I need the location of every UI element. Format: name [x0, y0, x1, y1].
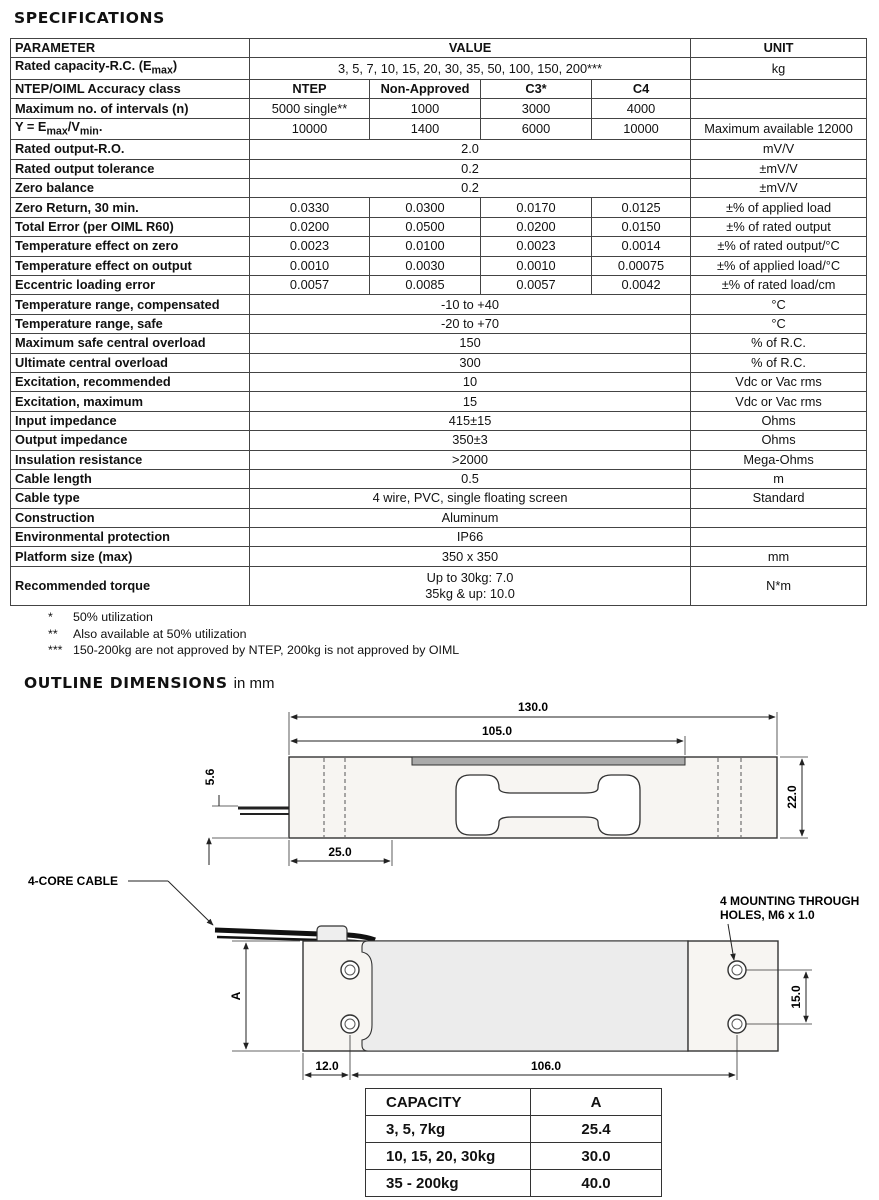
- row-unit: Standard: [691, 489, 867, 508]
- row-value: Aluminum: [250, 508, 691, 527]
- dimension-15-label: 15.0: [789, 985, 803, 1009]
- row-label: NTEP/OIML Accuracy class: [11, 79, 250, 98]
- row-label: Rated output tolerance: [11, 159, 250, 178]
- table-row: [11, 547, 867, 566]
- row-unit: [691, 99, 867, 118]
- row-value: -10 to +40: [250, 295, 691, 314]
- row-label: Insulation resistance: [11, 450, 250, 469]
- row-label: Cable length: [11, 469, 250, 488]
- dimension-5-6-label: 5.6: [203, 768, 217, 786]
- row-value: 0.0300: [370, 198, 481, 217]
- row-unit: ±% of applied load: [691, 198, 867, 217]
- table-row: [11, 489, 867, 508]
- top-view: [28, 874, 859, 1080]
- row-unit: Vdc or Vac rms: [691, 372, 867, 391]
- row-value: 1000: [370, 99, 481, 118]
- table-row: [11, 237, 867, 256]
- capacity-header-row: [366, 1089, 662, 1116]
- row-label: Total Error (per OIML R60): [11, 217, 250, 236]
- row-value: 0.0057: [481, 276, 592, 295]
- row-unit: °C: [691, 314, 867, 333]
- row-label: Temperature effect on output: [11, 256, 250, 275]
- dimension-106-label: 106.0: [530, 1059, 562, 1073]
- capacity-table: [365, 1088, 662, 1197]
- row-value: 300: [250, 353, 691, 372]
- row-label: Construction: [11, 508, 250, 527]
- footnote: ** Also available at 50% utilization: [48, 626, 247, 641]
- row-value: 415±15: [250, 411, 691, 430]
- capacity-cell: 3, 5, 7kg: [366, 1116, 531, 1143]
- row-unit: Ohms: [691, 431, 867, 450]
- capacity-row: [366, 1116, 662, 1143]
- mounting-hole: [728, 1015, 746, 1033]
- row-value: 0.2: [250, 159, 691, 178]
- table-row: [11, 353, 867, 372]
- mounting-holes-label: 4 MOUNTING THROUGH HOLES, M6 x 1.0: [720, 894, 860, 922]
- row-label: Ultimate central overload: [11, 353, 250, 372]
- row-value: 350±3: [250, 431, 691, 450]
- row-unit: mm: [691, 547, 867, 566]
- row-value: -20 to +70: [250, 314, 691, 333]
- footnotes: [48, 609, 459, 659]
- row-value: 0.0500: [370, 217, 481, 236]
- row-unit: ±% of rated output/°C: [691, 237, 867, 256]
- row-label: Eccentric loading error: [11, 276, 250, 295]
- row-value: 0.0030: [370, 256, 481, 275]
- table-row: [11, 58, 867, 80]
- header-value: VALUE: [250, 39, 691, 58]
- row-label: Temperature range, safe: [11, 314, 250, 333]
- row-unit: % of R.C.: [691, 334, 867, 353]
- row-label: $Y = E_{max}/V_{min}$.: [11, 118, 250, 140]
- footnote: * 50% utilization: [48, 610, 153, 624]
- table-row: [11, 179, 867, 198]
- row-label: Zero balance: [11, 179, 250, 198]
- row-value: 3000: [481, 99, 592, 118]
- row-label: Temperature range, compensated: [11, 295, 250, 314]
- row-value: 10000: [250, 118, 370, 140]
- table-row: [11, 140, 867, 159]
- top-body-end: [688, 941, 778, 1051]
- dimension-130-label: 130.0: [517, 700, 549, 714]
- table-row: [11, 99, 867, 118]
- row-unit: [691, 528, 867, 547]
- row-unit: m: [691, 469, 867, 488]
- row-value: 4 wire, PVC, single floating screen: [250, 489, 691, 508]
- row-label: Output impedance: [11, 431, 250, 450]
- table-row: [11, 566, 867, 605]
- cable-leader-line: [168, 881, 213, 925]
- side-view: [203, 700, 808, 866]
- dimension-12-label: 12.0: [315, 1059, 339, 1073]
- table-row: [11, 159, 867, 178]
- row-label: Cable type: [11, 489, 250, 508]
- row-value: 6000: [481, 118, 592, 140]
- row-label: Maximum safe central overload: [11, 334, 250, 353]
- row-value: 15: [250, 392, 691, 411]
- row-value: 10000: [592, 118, 691, 140]
- row-unit: kg: [691, 58, 867, 80]
- row-unit: [691, 79, 867, 98]
- row-value: 4000: [592, 99, 691, 118]
- capacity-cell: 10, 15, 20, 30kg: [366, 1143, 531, 1170]
- row-unit: Ohms: [691, 411, 867, 430]
- row-label: Rated capacity-R.C. $(E_{max})$: [11, 58, 250, 80]
- dimension-22-label: 22.0: [785, 785, 799, 809]
- specifications-table: [10, 38, 867, 606]
- table-row: [11, 295, 867, 314]
- a-cell: 25.4: [531, 1116, 662, 1143]
- row-value: 0.5: [250, 469, 691, 488]
- class-c4: C4: [592, 79, 691, 98]
- row-value: 3, 5, 7, 10, 15, 20, 30, 35, 50, 100, 150, 200***: [250, 58, 691, 80]
- row-value: 0.0100: [370, 237, 481, 256]
- row-value: 0.0150: [592, 217, 691, 236]
- row-label: Environmental protection: [11, 528, 250, 547]
- table-row: [11, 79, 867, 98]
- row-value: 0.0330: [250, 198, 370, 217]
- row-unit: ±% of rated output: [691, 217, 867, 236]
- row-value: 0.00075: [592, 256, 691, 275]
- row-value: 0.2: [250, 179, 691, 198]
- row-unit: °C: [691, 295, 867, 314]
- table-row: [11, 528, 867, 547]
- table-row: [11, 392, 867, 411]
- row-value: IP66: [250, 528, 691, 547]
- capacity-header: CAPACITY: [366, 1089, 531, 1116]
- table-row: [11, 314, 867, 333]
- outline-drawing: [0, 690, 879, 1085]
- row-value: >2000: [250, 450, 691, 469]
- row-value: 0.0200: [481, 217, 592, 236]
- header-unit: UNIT: [691, 39, 867, 58]
- table-row: [11, 276, 867, 295]
- table-row: [11, 334, 867, 353]
- row-unit: % of R.C.: [691, 353, 867, 372]
- row-value: 0.0010: [481, 256, 592, 275]
- row-unit: N*m: [691, 566, 867, 605]
- row-unit: ±% of rated load/cm: [691, 276, 867, 295]
- dimension-25-label: 25.0: [328, 845, 352, 859]
- table-row: [11, 198, 867, 217]
- table-row: [11, 372, 867, 391]
- row-unit: ±% of applied load/°C: [691, 256, 867, 275]
- row-label: Recommended torque: [11, 566, 250, 605]
- row-label: Excitation, maximum: [11, 392, 250, 411]
- row-value: 0.0042: [592, 276, 691, 295]
- row-label: Platform size (max): [11, 547, 250, 566]
- row-value: 10: [250, 372, 691, 391]
- a-header: A: [531, 1089, 662, 1116]
- row-value: 1400: [370, 118, 481, 140]
- row-label: Excitation, recommended: [11, 372, 250, 391]
- row-unit: [691, 508, 867, 527]
- row-unit: mV/V: [691, 140, 867, 159]
- class-c3: C3*: [481, 79, 592, 98]
- row-value: 0.0085: [370, 276, 481, 295]
- row-value: 350 x 350: [250, 547, 691, 566]
- row-value: 5000 single**: [250, 99, 370, 118]
- row-value: 0.0200: [250, 217, 370, 236]
- row-unit: Vdc or Vac rms: [691, 392, 867, 411]
- row-value: 0.0170: [481, 198, 592, 217]
- dimension-105-label: 105.0: [481, 724, 513, 738]
- cable-label: 4-CORE CABLE: [28, 874, 119, 888]
- table-row: [11, 118, 867, 140]
- specifications-title: SPECIFICATIONS: [14, 9, 165, 27]
- row-value: 0.0014: [592, 237, 691, 256]
- table-row: [11, 431, 867, 450]
- class-non-approved: Non-Approved: [370, 79, 481, 98]
- table-row: [11, 450, 867, 469]
- row-label: Rated output-R.O.: [11, 140, 250, 159]
- row-label: Input impedance: [11, 411, 250, 430]
- class-ntep: NTEP: [250, 79, 370, 98]
- row-value: 150: [250, 334, 691, 353]
- row-label: Maximum no. of intervals (n): [11, 99, 250, 118]
- mounting-hole: [341, 961, 359, 979]
- bonding-area: [362, 941, 688, 1051]
- dimension-a-label: A: [229, 991, 243, 1001]
- row-unit: ±mV/V: [691, 159, 867, 178]
- table-row: [11, 411, 867, 430]
- a-cell: 30.0: [531, 1143, 662, 1170]
- row-label: Temperature effect on zero: [11, 237, 250, 256]
- strain-gauge-strip: [412, 757, 685, 765]
- row-unit: ±mV/V: [691, 179, 867, 198]
- row-value: 0.0057: [250, 276, 370, 295]
- outline-dimensions-title: OUTLINE DIMENSIONS in mm: [24, 674, 275, 692]
- capacity-row: [366, 1143, 662, 1170]
- row-value: 0.0023: [481, 237, 592, 256]
- header-parameter: PARAMETER: [11, 39, 250, 58]
- table-header-row: [11, 39, 867, 58]
- row-value: 0.0125: [592, 198, 691, 217]
- row-unit: Maximum available 12000: [691, 118, 867, 140]
- row-value: 0.0010: [250, 256, 370, 275]
- table-row: [11, 469, 867, 488]
- row-unit: Mega-Ohms: [691, 450, 867, 469]
- footnote: *** 150-200kg are not approved by NTEP, 200kg is not approved by OIML: [48, 643, 460, 658]
- capacity-cell: 35 - 200kg: [366, 1170, 531, 1197]
- row-value: Up to 30kg: 7.0 35kg & up: 10.0: [250, 566, 691, 605]
- capacity-row: [366, 1170, 662, 1197]
- table-row: [11, 256, 867, 275]
- row-value: 0.0023: [250, 237, 370, 256]
- a-cell: 40.0: [531, 1170, 662, 1197]
- mounting-hole: [728, 961, 746, 979]
- row-label: Zero Return, 30 min.: [11, 198, 250, 217]
- table-row: [11, 508, 867, 527]
- row-value: 2.0: [250, 140, 691, 159]
- table-row: [11, 217, 867, 236]
- mounting-hole: [341, 1015, 359, 1033]
